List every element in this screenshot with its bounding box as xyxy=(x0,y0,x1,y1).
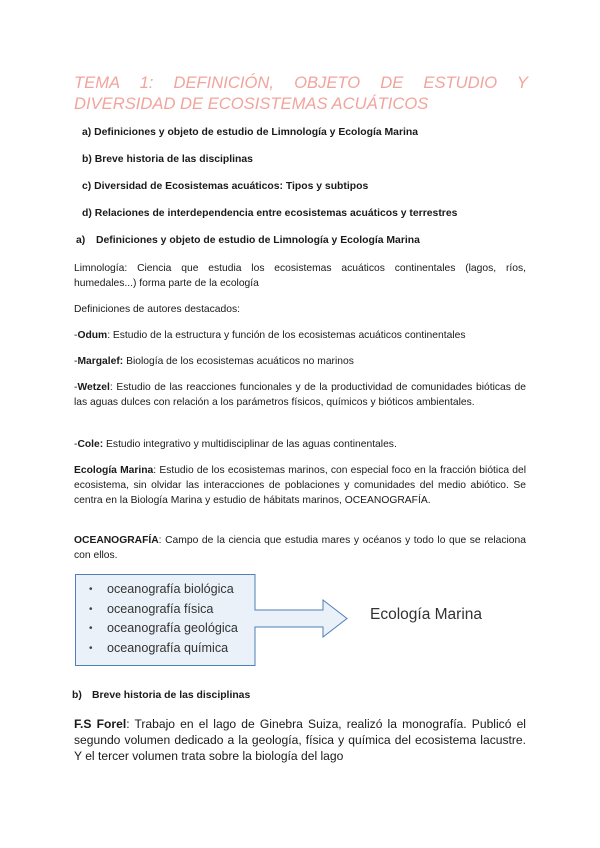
cole-name: Cole: xyxy=(77,439,104,450)
cole-text: Estudio integrativo y multidisciplinar de las aguas continentales. xyxy=(103,439,397,450)
diagram-item-geologica: oceanografía geológica xyxy=(107,621,238,635)
diagram-item-biologica: oceanografía biológica xyxy=(107,582,234,596)
diagram-bullet-item xyxy=(89,619,238,639)
diagram-bullet-item xyxy=(89,600,238,620)
margalef-name: Margalef: xyxy=(77,356,124,367)
forel-paragraph xyxy=(74,716,526,764)
wetzel-name: Wetzel xyxy=(77,382,110,393)
oceanografia-paragraph xyxy=(74,533,526,563)
section-b-title: Breve historia de las disciplinas xyxy=(92,690,251,701)
wetzel-text: : Estudio de las reacciones funcionales y de la productividad de comunidades bióticas de las aguas dulces con relación a los parámetros físicos, químicos y bióticos ambientales. xyxy=(74,382,526,408)
margalef-prefix: - xyxy=(74,356,78,367)
wetzel-definition xyxy=(74,380,526,410)
diagram-item-quimica: oceanografía química xyxy=(107,640,229,655)
forel-text: : Trabajo en el lago de Ginebra Suiza, realizó la monografía. Publicó el segundo volumen dedicado a la geología, física y química del ecosistema lacustre. Y el tercer volumen trata sobre la biología del lago xyxy=(74,717,526,763)
odum-text: : Estudio de la estructura y función de los ecosistemas acuáticos continentales xyxy=(107,330,466,341)
toc-item-d: d) Relaciones de interdependencia entre ecosistemas acuáticos y terrestres xyxy=(82,208,458,219)
wetzel-prefix: - xyxy=(74,382,78,393)
oceanografia-text: : Campo de la ciencia que estudia mares y océanos y todo lo que se relaciona con ellos. xyxy=(74,535,526,561)
diagram-item-fisica: oceanografía física xyxy=(107,601,214,616)
autores-intro: Definiciones de autores destacados: xyxy=(74,304,240,315)
cole-definition xyxy=(74,437,526,452)
toc-item-b: b) Breve historia de las disciplinas xyxy=(82,154,253,165)
page-title xyxy=(74,72,528,114)
bullet-icon: • xyxy=(89,584,93,595)
oceanografia-diagram xyxy=(75,574,525,666)
limnologia-paragraph: Limnología: Ciencia que estudia los ecosistemas acuáticos continentales (lagos, ríos, humedales...) forma parte de la ecología xyxy=(74,263,526,289)
margalef-definition xyxy=(74,354,526,369)
odum-name: Odum xyxy=(77,330,108,341)
oceanografia-term: OCEANOGRAFÍA xyxy=(74,535,159,546)
toc-item-c: c) Diversidad de Ecosistemas acuáticos: Tipos y subtipos xyxy=(82,181,369,192)
diagram-bullet-list xyxy=(89,580,238,658)
section-b-letter: b) xyxy=(72,690,82,701)
title-line-2: DIVERSIDAD DE ECOSISTEMAS ACUÁTICOS xyxy=(74,94,429,113)
diagram-result-label: Ecología Marina xyxy=(370,606,483,623)
odum-definition xyxy=(74,328,526,343)
section-a-letter: a) xyxy=(76,235,86,246)
cole-prefix: - xyxy=(74,439,78,450)
section-a-title: Definiciones y objeto de estudio de Limnología y Ecología Marina xyxy=(96,235,420,246)
section-a-heading xyxy=(76,235,420,246)
section-b-heading xyxy=(72,690,250,701)
forel-name: F.S Forel xyxy=(74,717,127,731)
ecologia-marina-paragraph xyxy=(74,463,526,508)
diagram-bullet-item xyxy=(89,580,238,600)
diagram-bullet-item xyxy=(89,639,238,659)
ecologia-marina-text: : Estudio de los ecosistemas marinos, con especial foco en la fracción biótica del ecosistema, sin olvidar las interacciones de poblaciones y comunidades del medio abiótico. Se centra en la Biología Marina y estudio de hábitats marinos, OCEANOGRAFÍA. xyxy=(74,465,526,506)
toc-item-a: a) Definiciones y objeto de estudio de Limnología y Ecología Marina xyxy=(82,127,419,138)
title-line-1: TEMA 1: DEFINICIÓN, OBJETO DE ESTUDIO Y xyxy=(74,73,528,92)
ecologia-marina-term: Ecología Marina xyxy=(74,465,154,476)
bullet-icon: • xyxy=(89,642,93,654)
bullet-icon: • xyxy=(89,623,93,634)
bullet-icon: • xyxy=(89,603,93,615)
odum-prefix: - xyxy=(74,330,78,341)
margalef-text: Biología de los ecosistemas acuáticos no marinos xyxy=(123,356,354,367)
